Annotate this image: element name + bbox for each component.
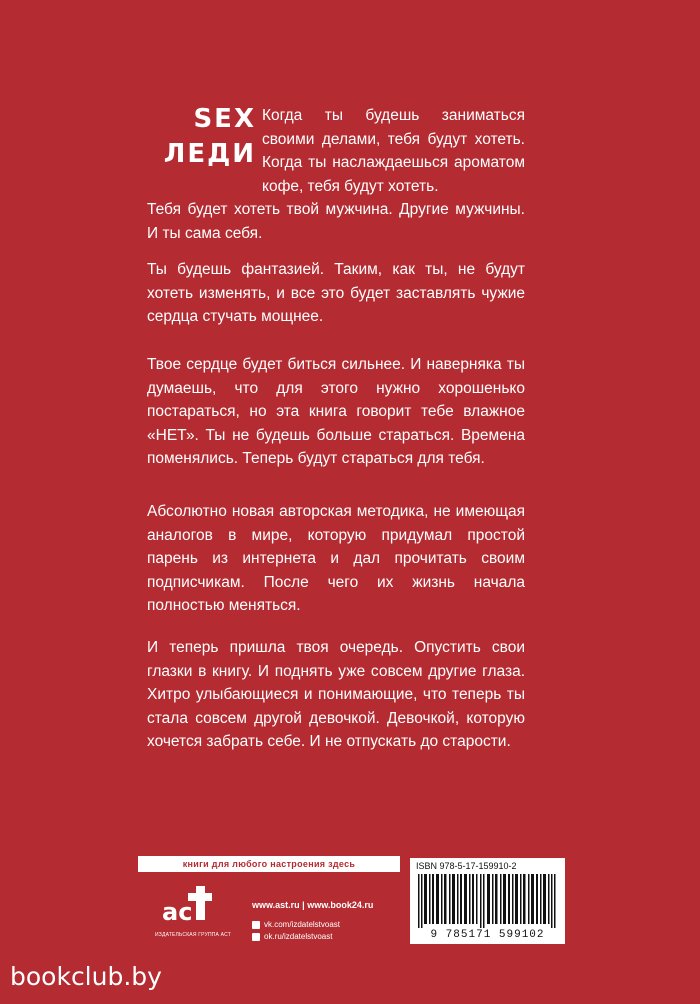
ast-logo-icon: [158, 880, 222, 940]
paragraph-2: Ты будешь фантазией. Таким, как ты, не будут хотеть изменять, и все это будет заставлять чужие сердца стучать мощнее.: [147, 261, 525, 325]
barcode-icon: [418, 874, 557, 928]
social-label-ok: ok.ru/izdatelstvoast: [264, 932, 333, 941]
vk-icon: [252, 921, 260, 929]
tagline-banner: книги для любого настроения здесь: [138, 856, 400, 872]
barcode-digits: 9 785171 599102: [430, 929, 545, 941]
publisher-caption: ИЗДАТЕЛЬСКАЯ ГРУППА АСТ: [155, 932, 231, 938]
title-line-sex: SEX: [193, 104, 256, 134]
ok-icon: [252, 933, 260, 941]
title-line-ledi: ЛЕДИ: [163, 139, 256, 169]
website-links[interactable]: www.ast.ru | www.book24.ru: [252, 900, 374, 910]
watermark: bookclub.by: [10, 962, 162, 991]
paragraph-1-continued: Тебя будет хотеть твой мужчина. Другие мужчины. И ты сама себя.: [147, 201, 525, 242]
ast-logo-text: ac: [162, 898, 193, 926]
social-link-vk[interactable]: [252, 920, 340, 930]
paragraph-4: Абсолютно новая авторская методика, не имеющая аналогов в мире, которую придумал простой парень из интернета и дал прочитать своим подписчикам. После чего их жизнь начала полностью меняться.: [147, 503, 525, 614]
social-link-ok[interactable]: [252, 932, 332, 942]
paragraph-3: Твое сердце будет биться сильнее. И наверняка ты думаешь, что для этого нужно хорошенько постараться, но эта книга говорит тебе влажное «НЕТ». Ты не будешь больше стараться. Времена поменялись. Теперь будут стараться для тебя.: [147, 356, 525, 467]
barcode-panel: [410, 858, 565, 944]
social-label-vk: vk.com/izdatelstvoast: [264, 920, 341, 929]
paragraph-1: Когда ты будешь заниматься своими делами, тебя будут хотеть. Когда ты наслаждаешься ароматом кофе, тебя будут хотеть.: [262, 107, 525, 195]
paragraph-5: И теперь пришла твоя очередь. Опустить свои глазки в книгу. И поднять уже совсем другие глаза. Хитро улыбающиеся и понимающие, что теперь ты стала совсем другой девочкой. Девочкой, которую хочется забрать себе. И не отпускать до старости.: [147, 639, 525, 750]
book-title: [144, 104, 256, 170]
isbn-text: ISBN 978-5-17-159910-2: [416, 861, 517, 871]
